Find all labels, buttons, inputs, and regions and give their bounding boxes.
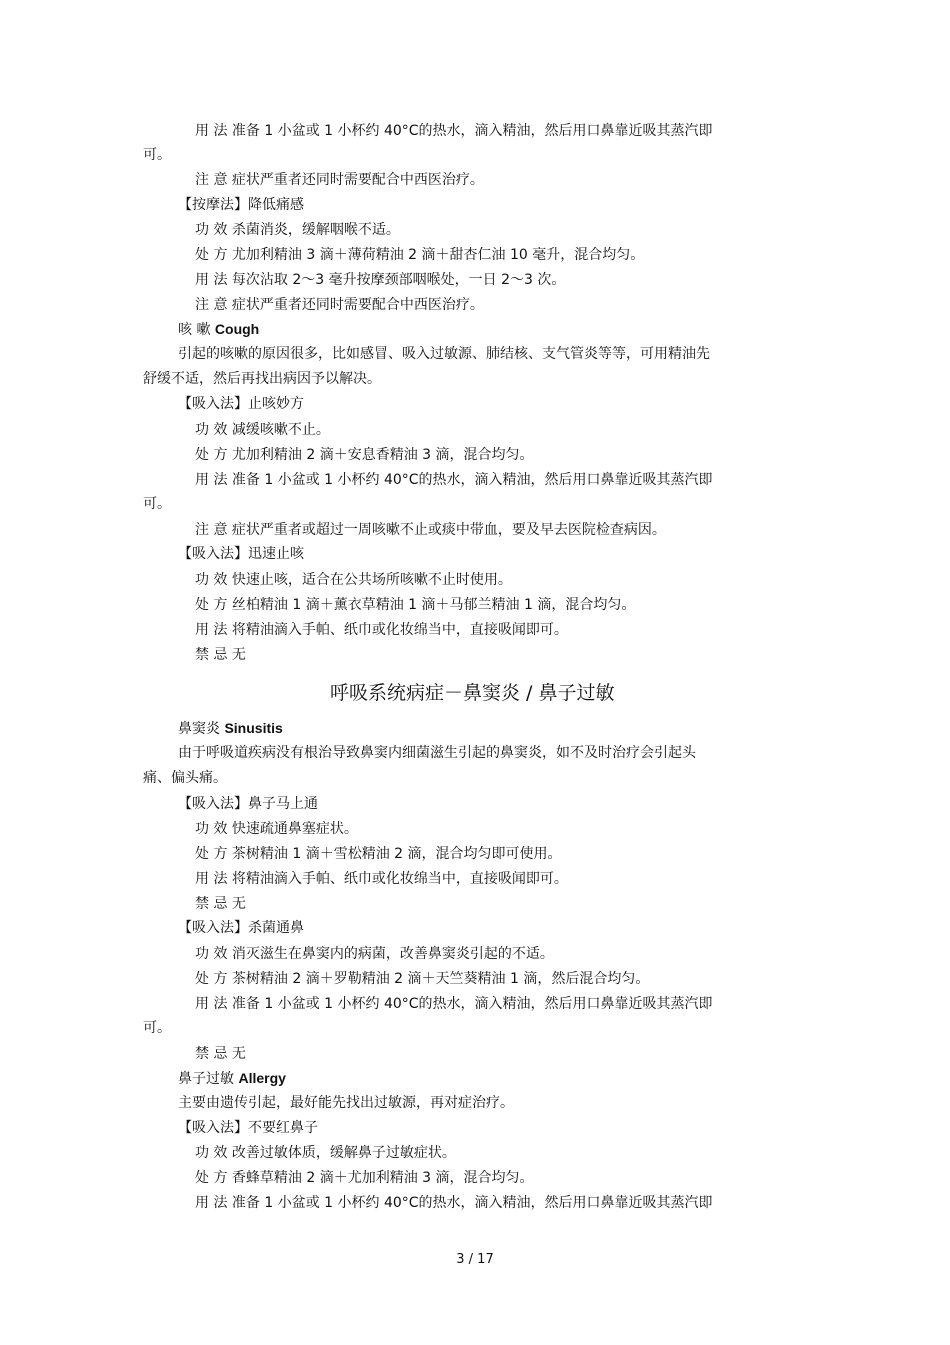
usage-line: 用 法 准备 1 小盆或 1 小杯约 40°C的热水，滴入精油，然后用口鼻靠近吸其蒸汽即: [195, 123, 713, 139]
caution-line: 注 意 症状严重者还同时需要配合中西医治疗。: [195, 172, 484, 188]
caution-line: 注 意 症状严重者或超过一周咳嗽不止或痰中带血，要及早去医院检查病因。: [195, 522, 666, 538]
section-heading-cough: 咳 嗽 Cough: [178, 321, 260, 338]
usage-line: 用 法 准备 1 小盆或 1 小杯约 40°C的热水，滴入精油，然后用口鼻靠近吸其蒸汽即: [195, 1195, 713, 1211]
effect-line: 功 效 杀菌消炎，缓解咽喉不适。: [195, 222, 400, 238]
method-heading: 【吸入法】不要红鼻子: [178, 1120, 318, 1136]
section-heading-allergy: 鼻子过敏 Allergy: [178, 1070, 286, 1087]
usage-line: 用 法 将精油滴入手帕、纸巾或化妆绵当中，直接吸闻即可。: [195, 871, 568, 887]
usage-line-continued: 可。: [143, 1020, 171, 1036]
caution-line: 注 意 症状严重者还同时需要配合中西医治疗。: [195, 297, 484, 313]
effect-line: 功 效 快速疏通鼻塞症状。: [195, 821, 358, 837]
intro-paragraph: 引起的咳嗽的原因很多，比如感冒、吸入过敏源、肺结核、支气管炎等等，可用精油先: [178, 346, 710, 362]
usage-line-continued: 可。: [143, 147, 171, 163]
contraindication-line: 禁 忌 无: [195, 647, 246, 663]
effect-line: 功 效 减缓咳嗽不止。: [195, 422, 330, 438]
prescription-line: 处 方 香蜂草精油 2 滴＋尤加利精油 3 滴，混合均匀。: [195, 1170, 534, 1186]
contraindication-line: 禁 忌 无: [195, 1046, 246, 1062]
usage-line: 用 法 每次沾取 2～3 毫升按摩颈部咽喉处，一日 2～3 次。: [195, 272, 566, 288]
effect-line: 功 效 改善过敏体质，缓解鼻子过敏症状。: [195, 1145, 456, 1161]
prescription-line: 处 方 尤加利精油 2 滴＋安息香精油 3 滴，混合均匀。: [195, 447, 534, 463]
intro-paragraph: 由于呼吸道疾病没有根治导致鼻窦内细菌滋生引起的鼻窦炎，如不及时治疗会引起头: [178, 745, 696, 761]
effect-line: 功 效 消灭滋生在鼻窦内的病菌，改善鼻窦炎引起的不适。: [195, 946, 554, 962]
prescription-line: 处 方 尤加利精油 3 滴＋薄荷精油 2 滴＋甜杏仁油 10 毫升，混合均匀。: [195, 247, 645, 263]
intro-paragraph-continued: 痛、偏头痛。: [143, 770, 227, 786]
prescription-line: 处 方 茶树精油 1 滴＋雪松精油 2 滴，混合均匀即可使用。: [195, 846, 562, 862]
method-heading: 【吸入法】鼻子马上通: [178, 796, 318, 812]
usage-line-continued: 可。: [143, 496, 171, 512]
method-heading: 【按摩法】降低痛感: [178, 197, 304, 213]
intro-paragraph-continued: 舒缓不适，然后再找出病因予以解决。: [143, 371, 381, 387]
method-heading: 【吸入法】止咳妙方: [178, 396, 304, 412]
page-number: 3 / 17: [456, 1252, 494, 1267]
effect-line: 功 效 快速止咳，适合在公共场所咳嗽不止时使用。: [195, 572, 512, 588]
chapter-title: 呼吸系统病症－鼻窦炎 / 鼻子过敏: [330, 682, 615, 704]
section-heading-sinusitis: 鼻窦炎 Sinusitis: [178, 720, 283, 737]
prescription-line: 处 方 丝柏精油 1 滴＋薰衣草精油 1 滴＋马郁兰精油 1 滴，混合均匀。: [195, 597, 636, 613]
usage-line: 用 法 准备 1 小盆或 1 小杯约 40°C的热水，滴入精油，然后用口鼻靠近吸其蒸汽即: [195, 996, 713, 1012]
prescription-line: 处 方 茶树精油 2 滴＋罗勒精油 2 滴＋天竺葵精油 1 滴，然后混合均匀。: [195, 971, 650, 987]
usage-line: 用 法 准备 1 小盆或 1 小杯约 40°C的热水，滴入精油，然后用口鼻靠近吸其蒸汽即: [195, 472, 713, 488]
usage-line: 用 法 将精油滴入手帕、纸巾或化妆绵当中，直接吸闻即可。: [195, 622, 568, 638]
method-heading: 【吸入法】杀菌通鼻: [178, 920, 304, 936]
intro-paragraph: 主要由遗传引起，最好能先找出过敏源，再对症治疗。: [178, 1095, 514, 1111]
method-heading: 【吸入法】迅速止咳: [178, 546, 304, 562]
contraindication-line: 禁 忌 无: [195, 896, 246, 912]
